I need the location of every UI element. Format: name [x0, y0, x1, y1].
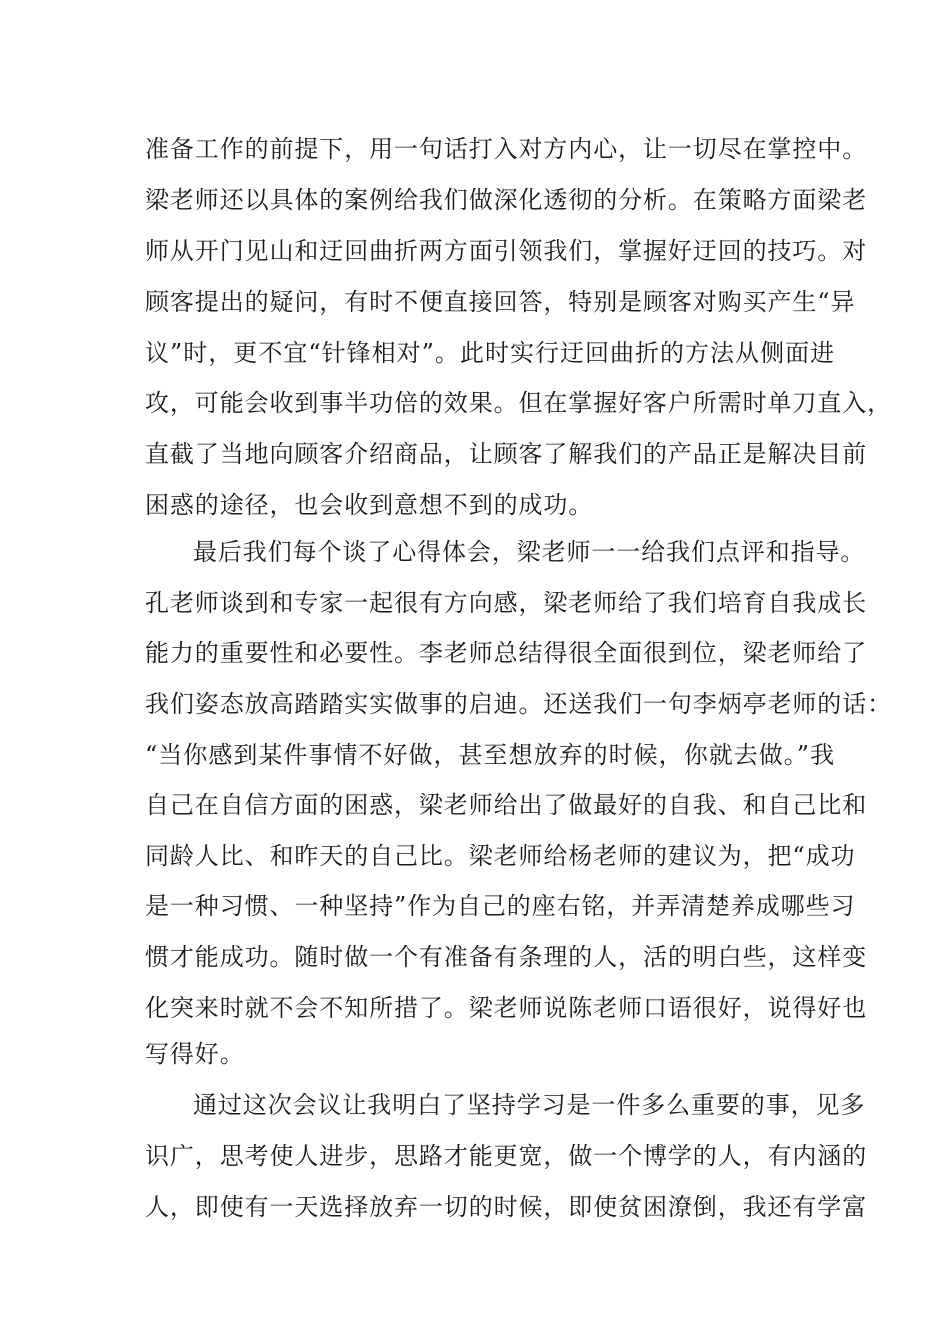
- text-line: 困惑的途径，也会收到意想不到的成功。: [145, 491, 594, 519]
- text-line: 梁老师还以具体的案例给我们做深化透彻的分析。在策略方面梁老: [145, 186, 868, 214]
- paragraph-first-line: 最后我们每个谈了心得体会，梁老师一一给我们点评和指导。: [193, 538, 866, 566]
- text-line: “当你感到某件事情不好做，甚至想放弃的时候，你就去做。”我: [145, 741, 835, 769]
- text-line: 人，即使有一天选择放弃一切的时候，即使贫困潦倒，我还有学富: [145, 1193, 868, 1221]
- text-line: 孔老师谈到和专家一起很有方向感，梁老师给了我们培育自我成长: [145, 589, 868, 617]
- text-line: 师从开门见山和迂回曲折两方面引领我们，掌握好迂回的技巧。对: [145, 237, 868, 265]
- text-line: 写得好。: [145, 1040, 245, 1068]
- text-line: 顾客提出的疑问，有时不便直接回答，特别是顾客对购买产生“异: [145, 288, 856, 316]
- text-line: 惯才能成功。随时做一个有准备有条理的人，活的明白些，这样变: [145, 943, 868, 971]
- text-line: 我们姿态放高踏踏实实做事的启迪。还送我们一句李炳亭老师的话：: [145, 690, 892, 718]
- text-line: 直截了当地向顾客介绍商品，让顾客了解我们的产品正是解决目前: [145, 440, 868, 468]
- text-line: 议”时，更不宜“针锋相对”。此时实行迂回曲折的方法从侧面进: [145, 339, 835, 367]
- text-line: 攻，可能会收到事半功倍的效果。但在掌握好客户所需时单刀直入，: [145, 389, 892, 417]
- text-line: 化突来时就不会不知所措了。梁老师说陈老师口语很好，说得好也: [145, 994, 868, 1022]
- text-line: 同龄人比、和昨天的自己比。梁老师给杨老师的建议为，把“成功: [145, 842, 856, 870]
- text-line: 自己在自信方面的困惑，梁老师给出了做最好的自我、和自己比和: [145, 791, 868, 819]
- paragraph-first-line: 通过这次会议让我明白了坚持学习是一件多么重要的事，见多: [193, 1091, 866, 1119]
- text-line: 识广，思考使人进步，思路才能更宽，做一个博学的人，有内涵的: [145, 1142, 868, 1170]
- text-line: 是一种习惯、一种坚持”作为自己的座右铭，并弄清楚养成哪些习: [145, 892, 856, 920]
- text-line: 能力的重要性和必要性。李老师总结得很全面很到位，梁老师给了: [145, 639, 868, 667]
- text-line: 准备工作的前提下，用一句话打入对方内心，让一切尽在掌控中。: [145, 135, 868, 163]
